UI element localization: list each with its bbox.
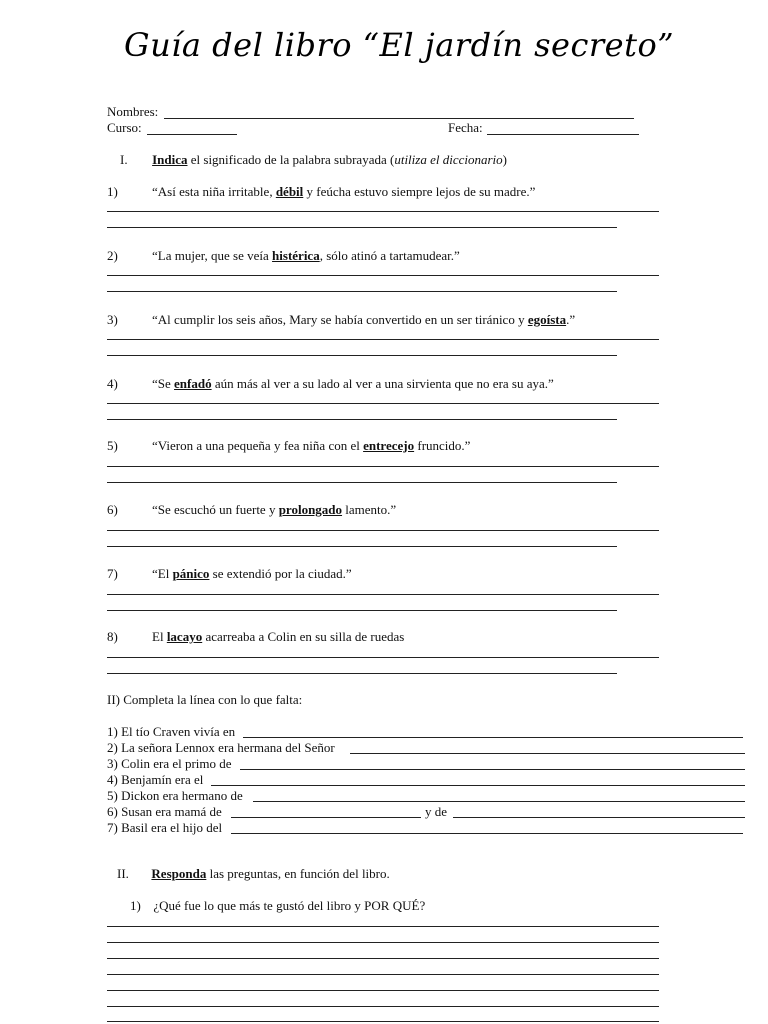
question-number: 5) <box>107 438 118 453</box>
answer-line[interactable] <box>107 466 659 467</box>
question-text: “La mujer, que se veía histérica, sólo atinó a tartamudear.” <box>152 248 460 263</box>
section1-instruction: el significado de la palabra subrayada ( <box>187 152 395 167</box>
underlined-word: enfadó <box>174 376 212 391</box>
underlined-word: entrecejo <box>363 438 415 453</box>
fecha-field[interactable] <box>487 134 639 135</box>
answer-line[interactable] <box>107 1006 659 1007</box>
fill-item <box>107 788 667 804</box>
fill-line[interactable] <box>253 801 745 802</box>
section1-instruction-end: ) <box>502 152 507 167</box>
fill-item-mid-text: y de <box>425 804 448 819</box>
question-number: 7) <box>107 566 118 581</box>
answer-line[interactable] <box>107 594 659 595</box>
vocab-question <box>107 502 667 518</box>
answer-line[interactable] <box>107 211 659 212</box>
answer-line[interactable] <box>107 403 659 404</box>
fill-line[interactable] <box>453 817 745 818</box>
answer-line[interactable] <box>107 419 617 420</box>
section3-instruction: las preguntas, en función del libro. <box>206 866 390 881</box>
fecha-label: Fecha: <box>448 120 483 135</box>
fill-item-text: 6) Susan era mamá de <box>107 804 222 819</box>
nombres-label: Nombres: <box>107 104 159 119</box>
answer-line[interactable] <box>107 958 659 959</box>
nombres-field[interactable] <box>164 118 634 119</box>
answer-line[interactable] <box>107 291 617 292</box>
answer-line[interactable] <box>107 1021 659 1022</box>
question-text: El lacayo acarreaba a Colin en su silla de ruedas <box>152 629 405 644</box>
underlined-word: lacayo <box>166 629 203 644</box>
fill-item-text: 7) Basil era el hijo del <box>107 820 223 835</box>
open-question-text: ¿Qué fue lo que más te gustó del libro y POR QUÉ? <box>153 898 426 913</box>
vocab-question <box>107 566 667 582</box>
fill-line[interactable] <box>243 737 743 738</box>
curso-label: Curso: <box>107 120 142 135</box>
section3-roman: II. <box>117 866 129 881</box>
answer-line[interactable] <box>107 355 617 356</box>
vocab-question <box>107 184 667 200</box>
question-number: 8) <box>107 629 118 644</box>
underlined-word: egoísta <box>527 312 567 327</box>
question-number: 1) <box>107 184 118 199</box>
section3-keyword: Responda <box>151 866 207 881</box>
answer-line[interactable] <box>107 657 659 658</box>
question-text: “Así esta niña irritable, débil y feúcha estuvo siempre lejos de su madre.” <box>152 184 536 199</box>
underlined-word: prolongado <box>278 502 343 517</box>
vocab-question <box>107 629 667 645</box>
open-question <box>130 898 425 914</box>
question-number: 4) <box>107 376 118 391</box>
underlined-word: pánico <box>172 566 210 581</box>
curso-field[interactable] <box>147 134 237 135</box>
fill-item-text: 1) El tío Craven vivía en <box>107 724 236 739</box>
vocab-question <box>107 438 667 454</box>
vocab-question <box>107 312 667 328</box>
answer-line[interactable] <box>107 275 659 276</box>
answer-line[interactable] <box>107 546 617 547</box>
question-number: 6) <box>107 502 118 517</box>
question-text: “Se escuchó un fuerte y prolongado lamento.” <box>152 502 397 517</box>
question-number: 3) <box>107 312 118 327</box>
section1-roman: I. <box>120 152 128 167</box>
answer-line[interactable] <box>107 673 617 674</box>
answer-line[interactable] <box>107 227 617 228</box>
fill-item <box>107 820 667 836</box>
vocab-question <box>107 248 667 264</box>
answer-line[interactable] <box>107 926 659 927</box>
section3-heading <box>117 866 390 882</box>
fill-item <box>107 724 667 740</box>
page-title: Guía del libro “El jardín secreto” <box>124 26 675 64</box>
fill-item-text: 4) Benjamín era el <box>107 772 204 787</box>
question-number: 2) <box>107 248 118 263</box>
fill-line[interactable] <box>240 769 745 770</box>
fill-line[interactable] <box>231 817 421 818</box>
underlined-word: histérica <box>272 248 320 263</box>
answer-line[interactable] <box>107 942 659 943</box>
fill-item-text: 3) Colin era el primo de <box>107 756 232 771</box>
answer-line[interactable] <box>107 530 659 531</box>
fill-line[interactable] <box>211 785 745 786</box>
question-text: “El pánico se extendió por la ciudad.” <box>152 566 352 581</box>
answer-line[interactable] <box>107 974 659 975</box>
section1-instruction-italic: utiliza el diccionario <box>394 152 503 167</box>
fill-item <box>107 740 667 756</box>
fill-item-text: 5) Dickon era hermano de <box>107 788 243 803</box>
section1-heading <box>120 152 507 168</box>
underlined-word: débil <box>275 184 304 199</box>
question-text: “Se enfadó aún más al ver a su lado al ver a una sirvienta que no era su aya.” <box>152 376 554 391</box>
fill-item <box>107 804 667 820</box>
answer-line[interactable] <box>107 610 617 611</box>
question-text: “Al cumplir los seis años, Mary se había convertido en un ser tiránico y egoísta.” <box>152 312 576 327</box>
answer-line[interactable] <box>107 990 659 991</box>
fill-line[interactable] <box>350 753 745 754</box>
fill-item <box>107 772 667 788</box>
section2-heading: II) Completa la línea con lo que falta: <box>107 692 303 707</box>
vocab-question <box>107 376 667 392</box>
fill-line[interactable] <box>231 833 743 834</box>
question-text: “Vieron a una pequeña y fea niña con el entrecejo fruncido.” <box>152 438 471 453</box>
section1-keyword: Indica <box>152 152 188 167</box>
answer-line[interactable] <box>107 482 617 483</box>
answer-line[interactable] <box>107 339 659 340</box>
fill-item-text: 2) La señora Lennox era hermana del Señor <box>107 740 335 755</box>
fill-item <box>107 756 667 772</box>
open-question-number: 1) <box>130 898 141 913</box>
